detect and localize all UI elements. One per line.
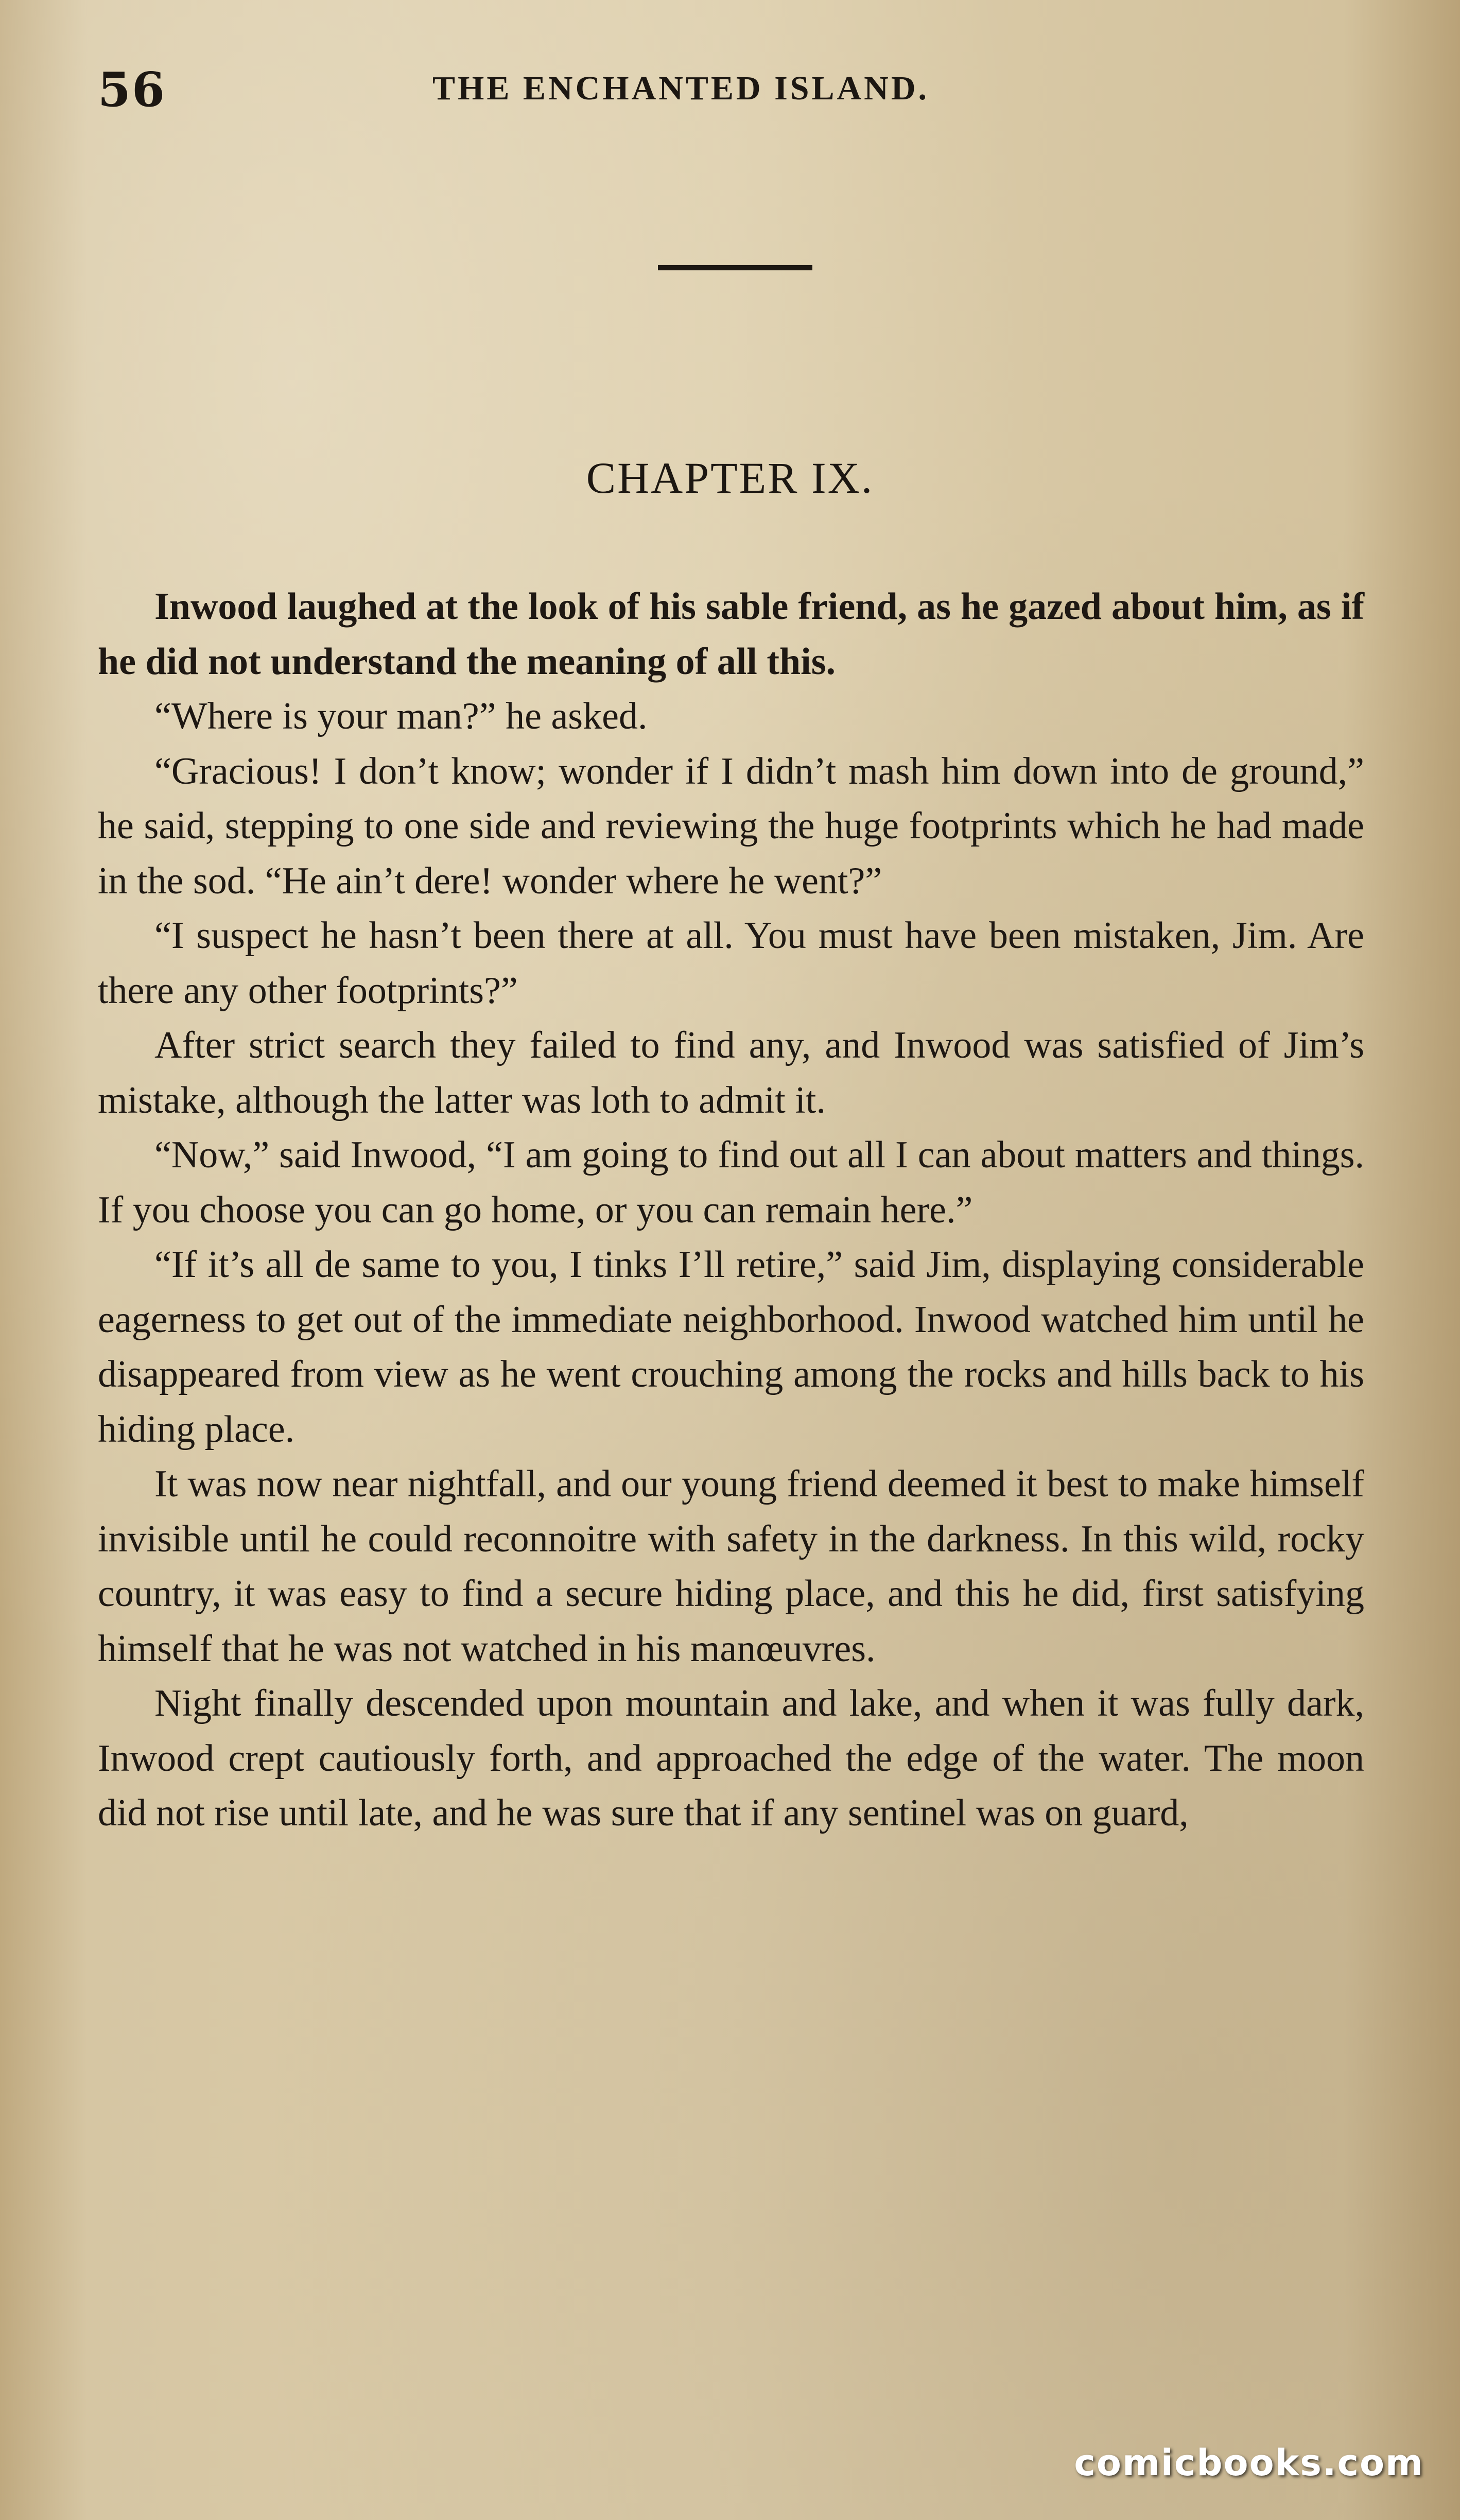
page-number: 56 <box>98 62 166 117</box>
paragraph: “Now,” said Inwood, “I am going to find out all I can about matters and things. If you choose you can go home, or you can remain here.” <box>98 1134 1364 1231</box>
running-title: THE ENCHANTED ISLAND. <box>432 70 929 107</box>
paragraph: It was now near nightfall, and our young friend deemed it best to make himself invisible until he could reconnoitre with safety in the darkness. In this wild, rocky country, it was easy to find a secure hiding place, and this he did, first satisfying himself that he was not watched in his manœuvres. <box>98 1463 1364 1670</box>
paragraph: “Gracious! I don’t know; wonder if I didn’t mash him down into de ground,” he said, stepping to one side and reviewing the huge footprints which he had made in the sod. “He ain’t dere! wonder where he went?” <box>98 750 1364 902</box>
body-text <box>98 579 1364 1841</box>
paragraph: Night finally descended upon mountain and lake, and when it was fully dark, Inwood crept cautiously forth, and approached the edge of the water. The moon did not rise until late, and he was sure that if any sentinel was on guard, <box>98 1682 1364 1834</box>
chapter-title: CHAPTER IX. <box>586 453 874 503</box>
paragraph: After strict search they failed to find any, and Inwood was satisfied of Jim’s mistake, although the latter was loth to admit it. <box>98 1024 1364 1121</box>
paragraph: “Where is your man?” he asked. <box>154 695 648 737</box>
paragraph: “I suspect he hasn’t been there at all. You must have been mistaken, Jim. Are there any other footprints?” <box>98 914 1364 1012</box>
paragraph: “If it’s all de same to you, I tinks I’ll retire,” said Jim, displaying considerable eagerness to get out of the immediate neighborhood. Inwood watched him until he disappeared from view as he went crouching among the rocks and hills back to his hiding place. <box>98 1244 1364 1451</box>
watermark: comicbooks.com <box>1074 2442 1424 2484</box>
paragraph: Inwood laughed at the look of his sable friend, as he gazed about him, as if he did not understand the meaning of all this. <box>98 585 1364 683</box>
page-header <box>98 62 1364 118</box>
chapter-divider <box>658 265 812 270</box>
